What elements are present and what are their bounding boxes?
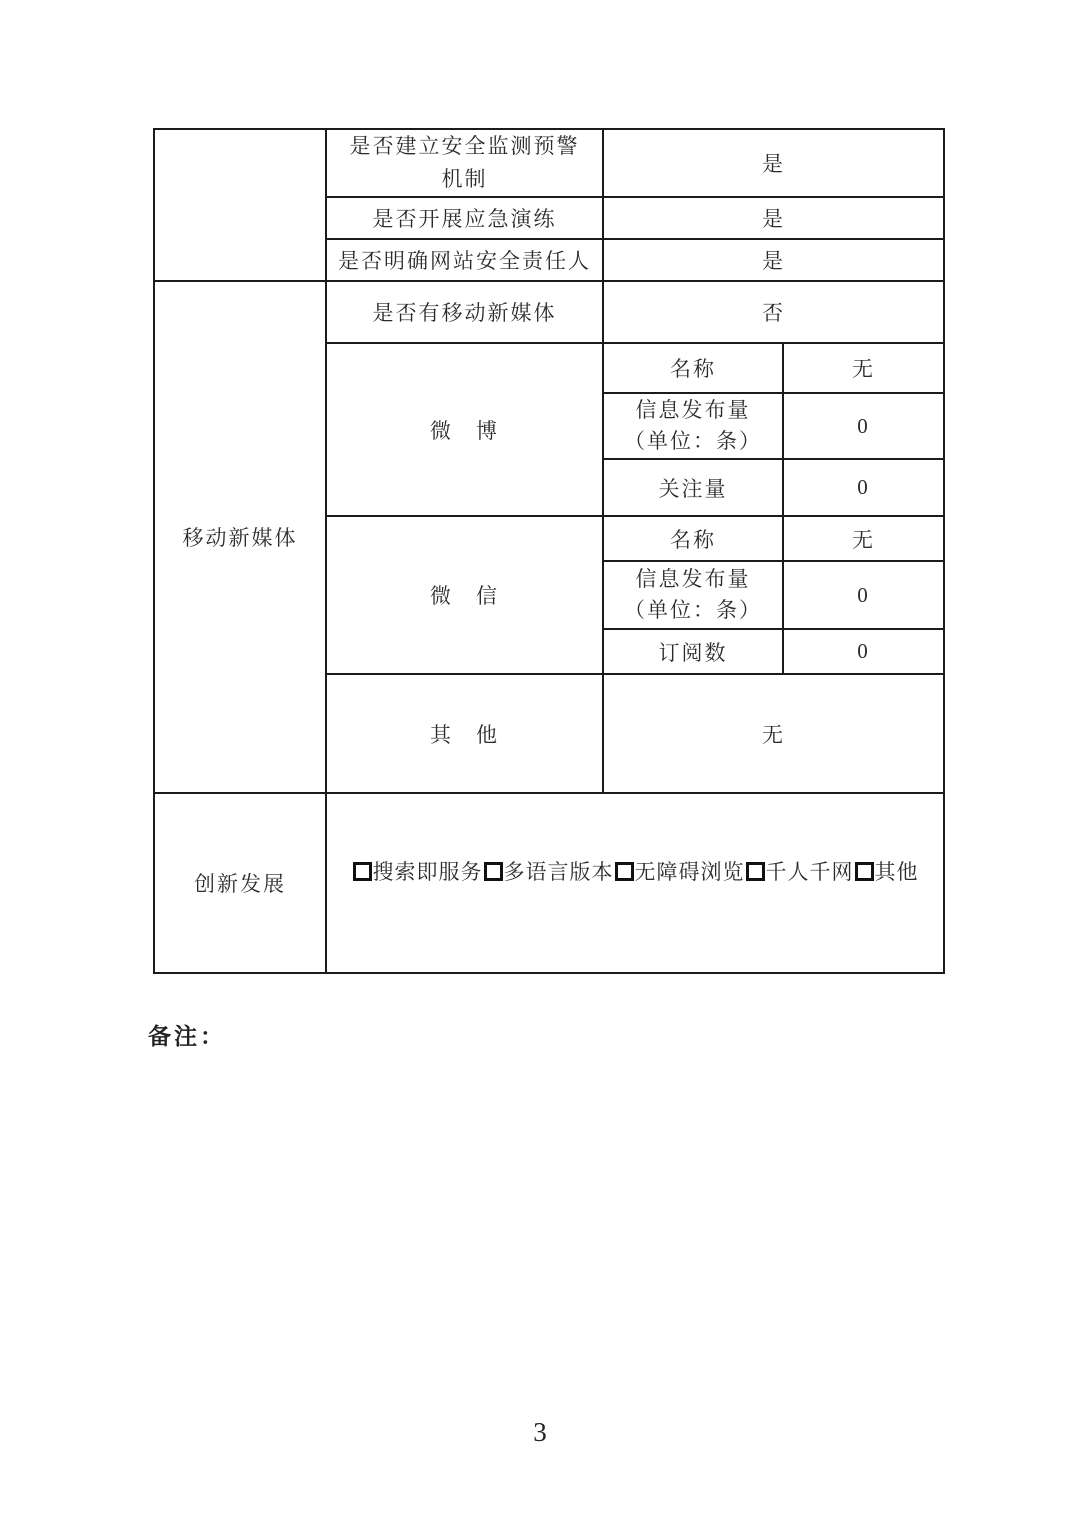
question-line: 是否建立安全监测预警 (349, 134, 580, 158)
checkbox-icon[interactable] (615, 862, 634, 881)
question-has-mobile-media: 是否有移动新媒体 (326, 281, 603, 343)
wechat-posts-value: 0 (783, 561, 944, 629)
innovation-option-label: 千人千网 (765, 860, 854, 884)
wechat-name-value: 无 (783, 516, 944, 561)
checkbox-icon[interactable] (484, 862, 503, 881)
weibo-label: 微 博 (326, 343, 603, 516)
innovation-options-cell (326, 793, 944, 973)
weibo-posts-label (603, 393, 783, 459)
section-header-innovation: 创新发展 (154, 793, 326, 973)
question-security-monitoring (326, 129, 603, 197)
weibo-followers-label: 关注量 (603, 459, 783, 516)
weibo-posts-value: 0 (783, 393, 944, 459)
question-security-responsible: 是否明确网站安全责任人 (326, 239, 603, 281)
answer-security-responsible: 是 (603, 239, 944, 281)
innovation-option-label: 搜索即服务 (372, 860, 483, 884)
checkbox-icon[interactable] (353, 862, 372, 881)
weibo-name-value: 无 (783, 343, 944, 393)
label-line: （单位：条） (624, 598, 762, 622)
answer-has-mobile-media: 否 (603, 281, 944, 343)
checkbox-icon[interactable] (746, 862, 765, 881)
notes-label: 备注： (148, 1024, 226, 1049)
question-emergency-drill: 是否开展应急演练 (326, 197, 603, 239)
wechat-subscribers-value: 0 (783, 629, 944, 674)
table-row (154, 281, 944, 343)
innovation-options-line (329, 856, 941, 886)
table-row (154, 793, 944, 973)
other-media-value: 无 (603, 674, 944, 793)
checkbox-icon[interactable] (855, 862, 874, 881)
table-row (154, 129, 944, 197)
innovation-option-label: 无障碍浏览 (634, 860, 745, 884)
label-line: 信息发布量 (635, 567, 751, 591)
wechat-name-label: 名称 (603, 516, 783, 561)
question-line: 机制 (441, 167, 488, 191)
other-media-label: 其 他 (326, 674, 603, 793)
report-table (153, 128, 945, 974)
wechat-subscribers-label: 订阅数 (603, 629, 783, 674)
label-line: （单位：条） (624, 429, 762, 453)
wechat-posts-label (603, 561, 783, 629)
section-header-mobile-media: 移动新媒体 (154, 281, 326, 793)
empty-section-cell (154, 129, 326, 281)
weibo-followers-value: 0 (783, 459, 944, 516)
label-line: 信息发布量 (635, 398, 751, 422)
answer-security-monitoring: 是 (603, 129, 944, 197)
innovation-option-label: 其他 (874, 860, 919, 884)
innovation-option-label: 多语言版本 (503, 860, 614, 884)
wechat-label: 微 信 (326, 516, 603, 674)
answer-emergency-drill: 是 (603, 197, 944, 239)
page-number: 3 (533, 1417, 547, 1447)
weibo-name-label: 名称 (603, 343, 783, 393)
